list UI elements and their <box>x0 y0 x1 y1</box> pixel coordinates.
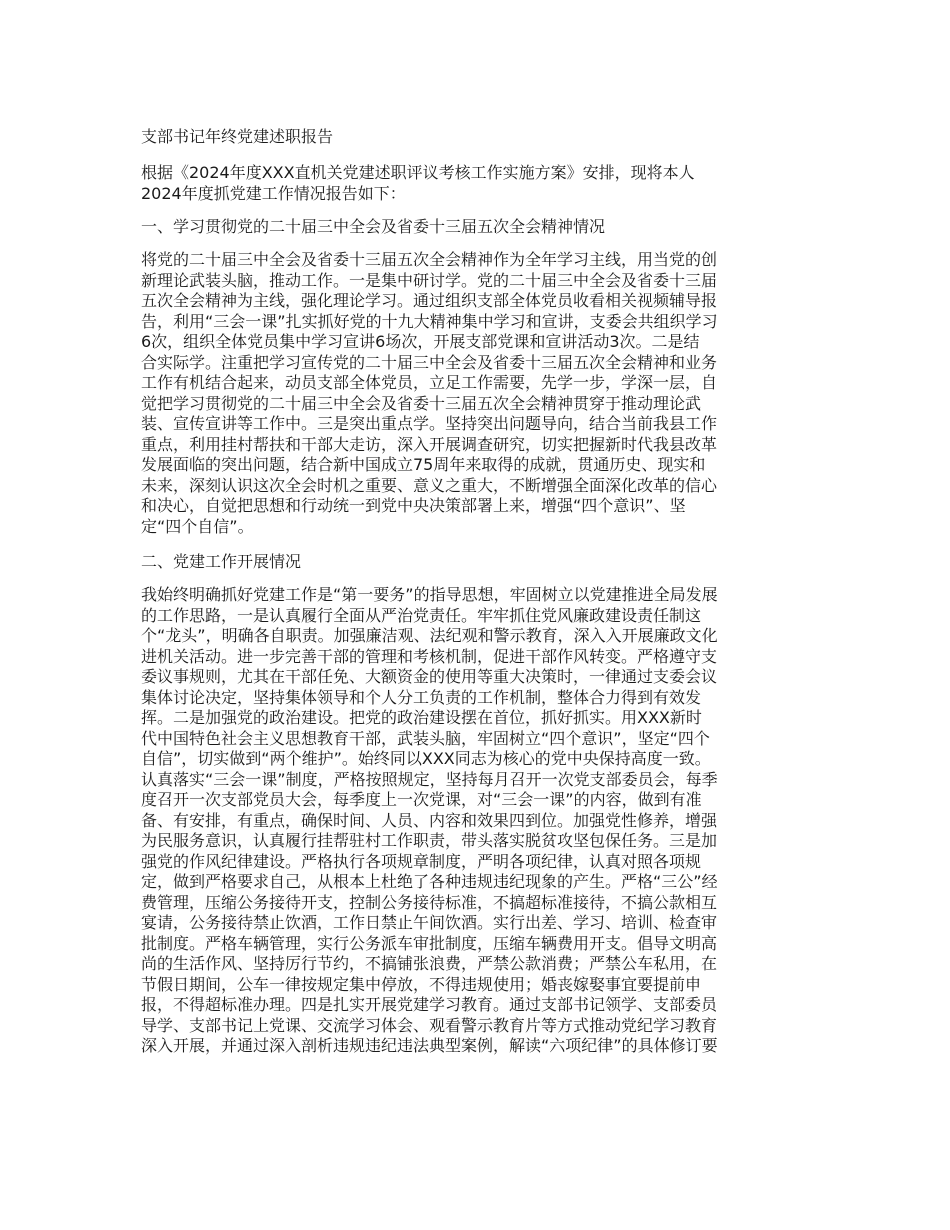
section-1-heading: 一、学习贯彻党的二十届三中全会及省委十三届五次全会精神情况 <box>141 217 606 236</box>
document-title: 支部书记年终党建述职报告 <box>141 127 334 146</box>
section-1-body: 将党的二十届三中全会及省委十三届五次全会精神作为全年学习主线，用当党的创 新理论武装头脑，推动工作。一是集中研讨学。党的二十届三中全会及省委十三届 五次全会精神为主线，强化理论学习。通过组织支部全体党员收看相关视频辅导报 告，利用“三会一课”扎实抓好党的十九大精神集中学习和宣讲，支委会共组织学习 6次，组织全体党员集中学习宣讲6场次，开展支部党课和宣讲活动3次。二是结 合实际学。注重把学习宣传党的二十届三中全会及省委十三届五次全会精神和业务 工作有机结合起来，动员支部全体党员，立足工作需要，先学一步，学深一层，自 觉把学习贯彻党的二十届三中全会及省委十三届五次全会精神贯穿于推动理论武 装、宣传宣讲等工作中。三是突出重点学。坚持突出问题导向，结合当前我县工作 重点，利用挂村帮扶和干部大走访，深入开展调查研究，切实把握新时代我县改革 发展面临的突出问题，结合新中国成立75周年来取得的成就，贯通历史、现实和 未来，深刻认识这次全会时机之重要、意义之重大，不断增强全面深化改革的信心 和决心，自觉把思想和行动统一到党中央决策部署上来，增强“四个意识”、坚 定“四个自信”。 <box>141 250 718 536</box>
section-2-heading: 二、党建工作开展情况 <box>141 552 302 571</box>
document-page <box>141 126 813 1071</box>
section-2-body: 我始终明确抓好党建工作是“第一要务”的指导思想，牢固树立以党建推进全局发展 的工作思路，一是认真履行全面从严治党责任。牢牢抓住党风廉政建设责任制这 个“龙头”，明确各自职责。加强廉洁观、法纪观和警示教育，深入入开展廉政文化 进机关活动。进一步完善干部的管理和考核机制，促进干部作风转变。严格遵守支 委议事规则，尤其在干部任免、大额资金的使用等重大决策时，一律通过支委会议 集体讨论决定，坚持集体领导和个人分工负责的工作机制，整体合力得到有效发 挥。二是加强党的政治建设。把党的政治建设摆在首位，抓好抓实。用XXX新时 代中国特色社会主义思想教育干部，武装头脑，牢固树立“四个意识”，坚定“四个 自信”，切实做到“两个维护”。始终同以XXX同志为核心的党中央保持高度一致。 认真落实“三会一课”制度，严格按照规定，坚持每月召开一次党支部委员会，每季 度召开一次支部党员大会，每季度上一次党课，对“三会一课”的内容，做到有准 备、有安排，有重点，确保时间、人员、内容和效果四到位。加强党性修养，增强 为民服务意识，认真履行挂帮驻村工作职责，带头落实脱贫攻坚包保任务。三是加 强党的作风纪律建设。严格执行各项规章制度，严明各项纪律，认真对照各项规 定，做到严格要求自己，从根本上杜绝了各种违规违纪现象的产生。严格“三公”经 费管理，压缩公务接待开支，控制公务接待标准，不搞超标准接待，不搞公款相互 宴请，公务接待禁止饮酒，工作日禁止午间饮酒。实行出差、学习、培训、检查审 批制度。严格车辆管理，实行公务派车审批制度，压缩车辆费用开支。倡导文明高 尚的生活作风、坚持厉行节约，不搞铺张浪费，严禁公款消费；严禁公车私用，在 节假日期间，公车一律按规定集中停放，不得违规使用；婚丧嫁娶事宜要提前申 报，不得超标准办理。四是扎实开展党建学习教育。通过支部书记领学、支部委员 导学、支部书记上党课、交流学习体会、观看警示教育片等方式推动党纪学习教育 深入开展，并通过深入剖析违规违纪违法典型案例，解读“六项纪律”的具体修订要 <box>141 585 718 1055</box>
intro-paragraph: 根据《2024年度XXX直机关党建述职评议考核工作实施方案》安排，现将本人 2024年度抓党建工作情况报告如下： <box>141 163 695 203</box>
